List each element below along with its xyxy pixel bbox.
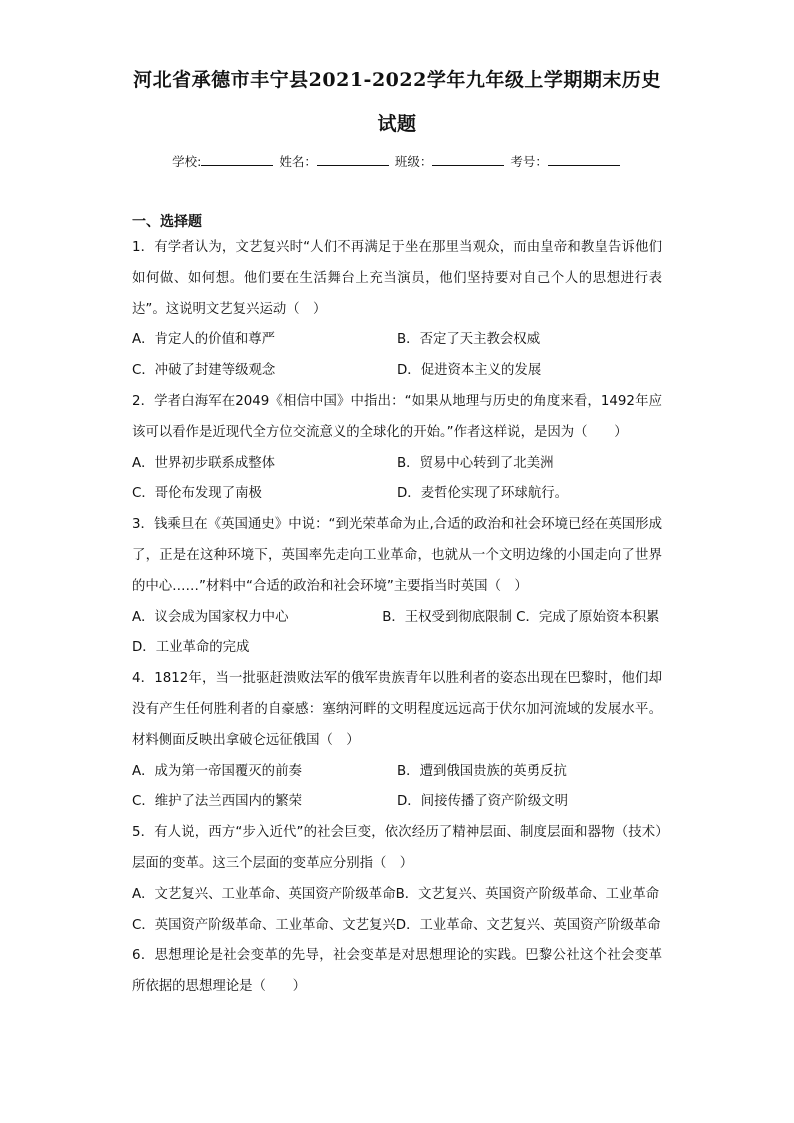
option-a[interactable]: A．世界初步联系成整体 — [132, 455, 276, 471]
question-6 — [132, 941, 662, 1003]
section-title: 一、选择题 — [132, 214, 202, 230]
school-label: 学校: — [172, 154, 202, 169]
option-b[interactable]: B．遭到俄国贵族的英勇反抗 — [397, 763, 567, 779]
options — [132, 449, 662, 511]
question-stem: 5．有人说，西方“步入近代”的社会巨变，依次经历了精神层面、制度层面和器物（技术）层面的变革。这三个层面的变革应分别指（ ） — [132, 825, 662, 871]
option-d[interactable]: D．麦哲伦实现了环球航行。 — [397, 486, 568, 502]
options-ab[interactable]: A．文艺复兴、工业革命、英国资产阶级革命B．文艺复兴、英国资产阶级革命、工业革命 — [132, 886, 660, 902]
option-b[interactable]: B．贸易中心转到了北美洲 — [397, 455, 554, 471]
exam-title — [132, 58, 662, 146]
options-cd[interactable]: C．英国资产阶级革命、工业革命、文艺复兴D．工业革命、文艺复兴、英国资产阶级革命 — [132, 917, 661, 933]
option-c[interactable]: C．哥伦布发现了南极 — [132, 486, 262, 502]
question-3 — [132, 510, 740, 664]
question-stem: 3．钱乘旦在《英国通史》中说：“到光荣革命为止,合适的政治和社会环境已经在英国形成了，正是在这种环境下，英国率先走向工业革命，也就从一个文明边缘的小国走向了世界的中心……”材料中“合适的政治和社会环境”主要指当时英国（ ） — [132, 517, 662, 594]
options — [132, 757, 662, 819]
class-label: 班级： — [394, 154, 433, 169]
option-a[interactable]: A．成为第一帝国覆灭的前奏 — [132, 763, 302, 779]
question-5 — [132, 818, 662, 941]
student-info-line — [132, 152, 662, 171]
school-field[interactable] — [201, 152, 273, 166]
title-line-1: 河北省承德市丰宁县2021-2022学年九年级上学期期末历史 — [133, 69, 661, 91]
question-stem: 4．1812年，当一批驱赶溃败法军的俄军贵族青年以胜利者的姿态出现在巴黎时，他们却没有产生任何胜利者的自豪感：塞纳河畔的文明程度远远高于伏尔加河流域的发展水平。材料侧面反映出拿破仑远征俄国（ ） — [132, 671, 662, 748]
option-a[interactable]: A．肯定人的价值和尊严 — [132, 332, 276, 348]
options-inline[interactable]: A．议会成为国家权力中心 B．王权受到彻底限制 C．完成了原始资本积累 D．工业革命的完成 — [132, 609, 740, 656]
number-label: 考号： — [510, 154, 548, 169]
question-2 — [132, 387, 662, 510]
option-d[interactable]: D．促进资本主义的发展 — [397, 363, 542, 379]
question-stem: 1．有学者认为，文艺复兴时“人们不再满足于坐在那里当观众，而由皇帝和教皇告诉他们如何做、如何想。他们要在生活舞台上充当演员，他们坚持要对自己个人的思想进行表达”。这说明文艺复兴运动（ ） — [132, 240, 662, 317]
number-field[interactable] — [548, 152, 620, 166]
name-field[interactable] — [317, 152, 389, 166]
option-d[interactable]: D．间接传播了资产阶级文明 — [397, 794, 568, 810]
question-stem: 6．思想理论是社会变革的先导，社会变革是对思想理论的实践。巴黎公社这个社会变革所依据的思想理论是（ ） — [132, 948, 662, 995]
option-b[interactable]: B．否定了天主教会权威 — [397, 332, 541, 348]
option-c[interactable]: C．冲破了封建等级观念 — [132, 363, 276, 379]
question-1 — [132, 233, 662, 387]
option-c[interactable]: C．维护了法兰西国内的繁荣 — [132, 794, 303, 810]
options — [132, 325, 662, 387]
name-label: 姓名： — [279, 154, 317, 169]
question-4 — [132, 664, 662, 818]
question-stem: 2．学者白海军在2049《相信中国》中指出：“如果从地理与历史的角度来看，1492年应该可以看作是近现代全方位交流意义的全球化的开始。”作者这样说，是因为（ ） — [132, 393, 662, 440]
title-line-2: 试题 — [377, 113, 417, 135]
class-field[interactable] — [432, 152, 504, 166]
